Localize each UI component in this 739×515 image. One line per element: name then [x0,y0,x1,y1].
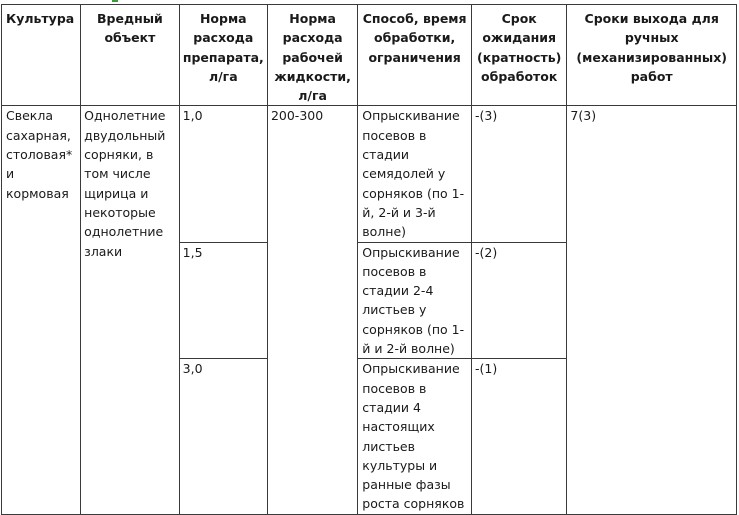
wait-cell: -(3) [471,106,566,242]
method-cell: Опрыскивание посевов в стадии 2-4 листьев у сорняков (по 1-й и 2-й волне) [358,242,472,359]
rate-cell: 1,0 [179,106,267,242]
method-cell: Опрыскивание посевов в стадии 4 настоящих листьев культуры и ранные фазы роста сорняков [358,359,472,514]
top-accent-line [0,0,739,3]
culture-cell: Свекла сахарная, столовая* и кормовая [2,106,81,514]
pest-cell: Однолетние двудольный сорняки, в том числе щирица и некоторые однолетние злаки [81,106,179,514]
header-manual: Сроки выхода для ручных (механизированных) работ [567,5,737,106]
pesticide-table [1,4,737,515]
header-rate: Норма расхода препарата, л/га [179,5,267,106]
rate-cell: 3,0 [179,359,267,514]
table-row [2,106,737,242]
header-liquid: Норма расхода рабочей жидкости, л/га [267,5,357,106]
wait-cell: -(2) [471,242,566,359]
header-pest: Вредный объект [81,5,179,106]
liquid-cell: 200-300 [267,106,357,514]
header-wait: Срок ожидания (кратность) обработок [471,5,566,106]
header-method: Способ, время обработки, ограничения [358,5,472,106]
accent-mark [112,0,118,2]
rate-cell: 1,5 [179,242,267,359]
manual-cell: 7(3) [567,106,737,514]
method-cell: Опрыскивание посевов в стадии семядолей у сорняков (по 1-й, 2-й и 3-й волне) [358,106,472,242]
wait-cell: -(1) [471,359,566,514]
table-header-row [2,5,737,106]
header-culture: Культура [2,5,81,106]
